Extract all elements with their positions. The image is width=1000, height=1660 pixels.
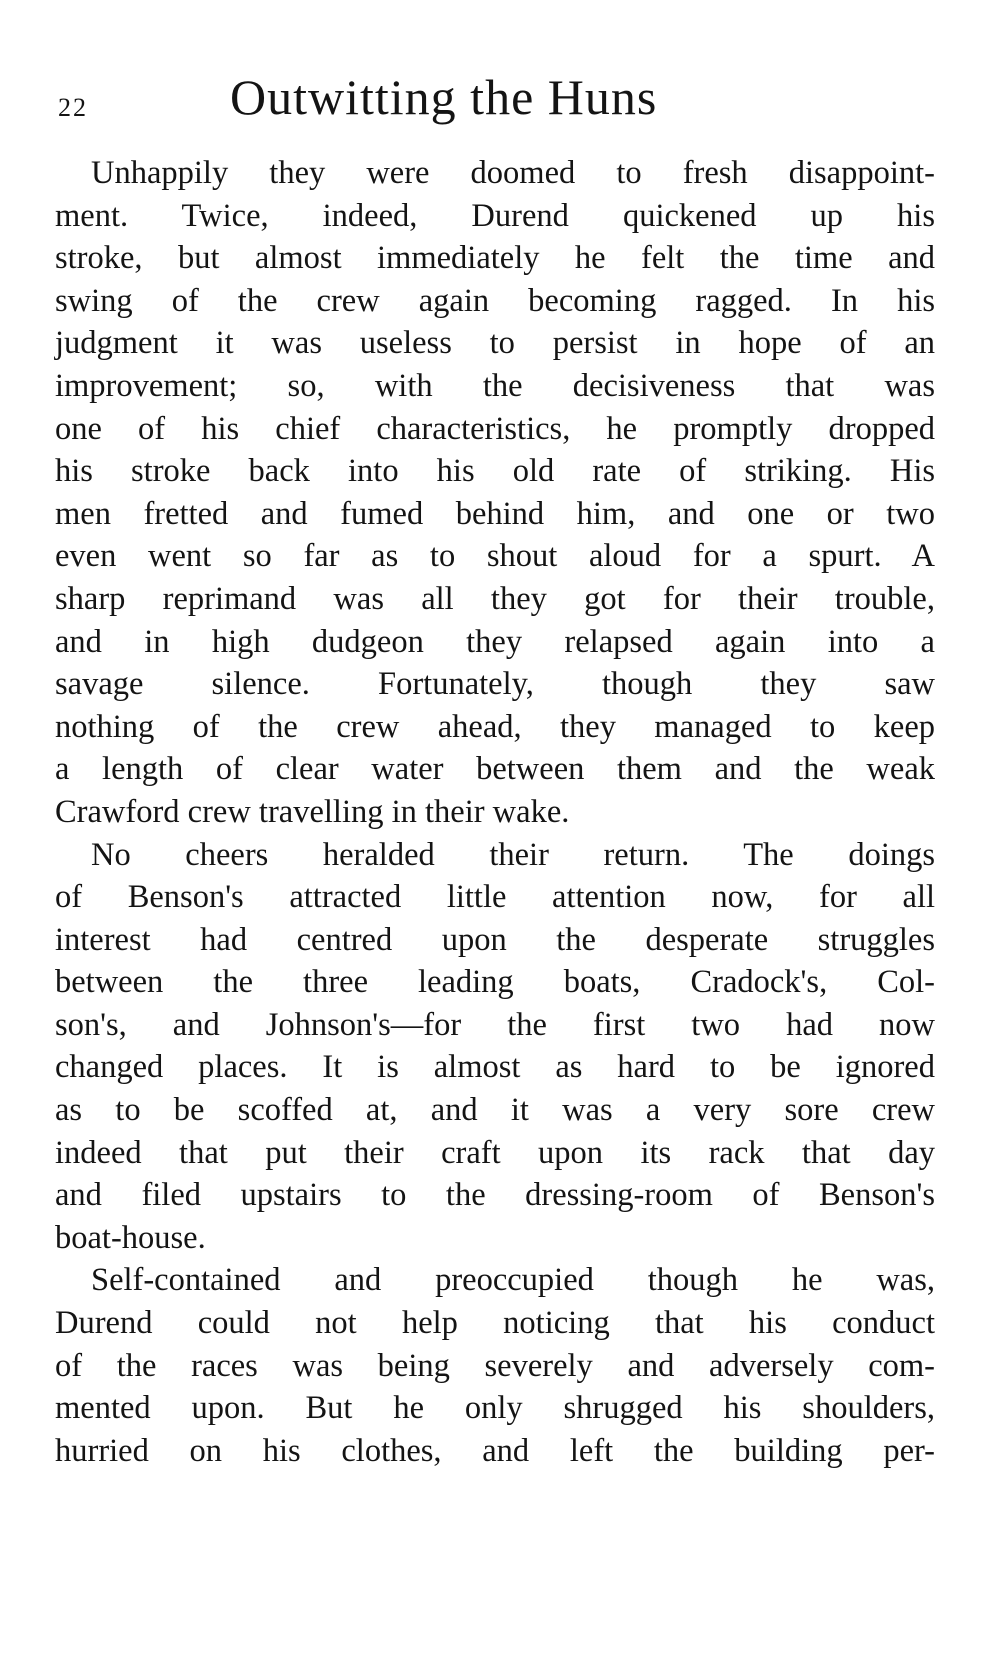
running-head	[55, 68, 935, 138]
text-line: No cheers heralded their return. The doings	[91, 836, 935, 873]
text-line: mented upon. But he only shrugged his shoulders,	[55, 1390, 935, 1427]
text-line: between the three leading boats, Cradock's, Col-	[55, 964, 935, 1001]
text-line: his stroke back into his old rate of striking. His	[55, 453, 935, 490]
text-line: savage silence. Fortunately, though they saw	[55, 666, 935, 703]
text-line: improvement; so, with the decisiveness that was	[55, 367, 935, 404]
book-title: Outwitting the Huns	[230, 69, 658, 125]
text-line: son's, and Johnson's—for the first two had now	[55, 1006, 935, 1043]
text-line: stroke, but almost immediately he felt the time and	[55, 240, 935, 277]
text-line: a length of clear water between them and the weak	[55, 751, 935, 788]
text-line: Self-contained and preoccupied though he was,	[91, 1262, 935, 1299]
text-line: nothing of the crew ahead, they managed to keep	[55, 708, 935, 745]
text-line: and in high dudgeon they relapsed again into a	[55, 623, 935, 660]
paragraph	[55, 152, 935, 834]
text-line: even went so far as to shout aloud for a spurt. A	[55, 538, 935, 575]
text-line: of Benson's attracted little attention now, for all	[55, 879, 935, 916]
text-line: Durend could not help noticing that his conduct	[55, 1305, 935, 1342]
text-line: of the races was being severely and adversely com-	[55, 1347, 935, 1384]
text-line: as to be scoffed at, and it was a very sore crew	[55, 1092, 935, 1129]
text-line: ment. Twice, indeed, Durend quickened up his	[55, 197, 935, 234]
text-line: Unhappily they were doomed to fresh disappoint-	[91, 155, 935, 191]
text-line: judgment it was useless to persist in hope of an	[55, 325, 935, 362]
text-line: swing of the crew again becoming ragged. In his	[55, 282, 935, 319]
text-line: men fretted and fumed behind him, and one or two	[55, 495, 935, 532]
text-line: hurried on his clothes, and left the building per-	[55, 1432, 935, 1469]
page-number: 22	[58, 93, 88, 122]
paragraph	[55, 834, 935, 1260]
text-line: sharp reprimand was all they got for their trouble,	[55, 580, 935, 617]
text-line: changed places. It is almost as hard to be ignored	[55, 1049, 935, 1086]
text-line: indeed that put their craft upon its rack that day	[55, 1134, 935, 1171]
text-line: one of his chief characteristics, he promptly dropped	[55, 410, 935, 447]
text-line: Crawford crew travelling in their wake.	[55, 793, 570, 830]
text-line: interest had centred upon the desperate struggles	[55, 921, 935, 958]
text-line: and filed upstairs to the dressing-room of Benson's	[55, 1177, 935, 1214]
paragraph	[55, 1259, 935, 1472]
text-line: boat-house.	[55, 1219, 206, 1256]
body-text	[55, 152, 935, 1472]
